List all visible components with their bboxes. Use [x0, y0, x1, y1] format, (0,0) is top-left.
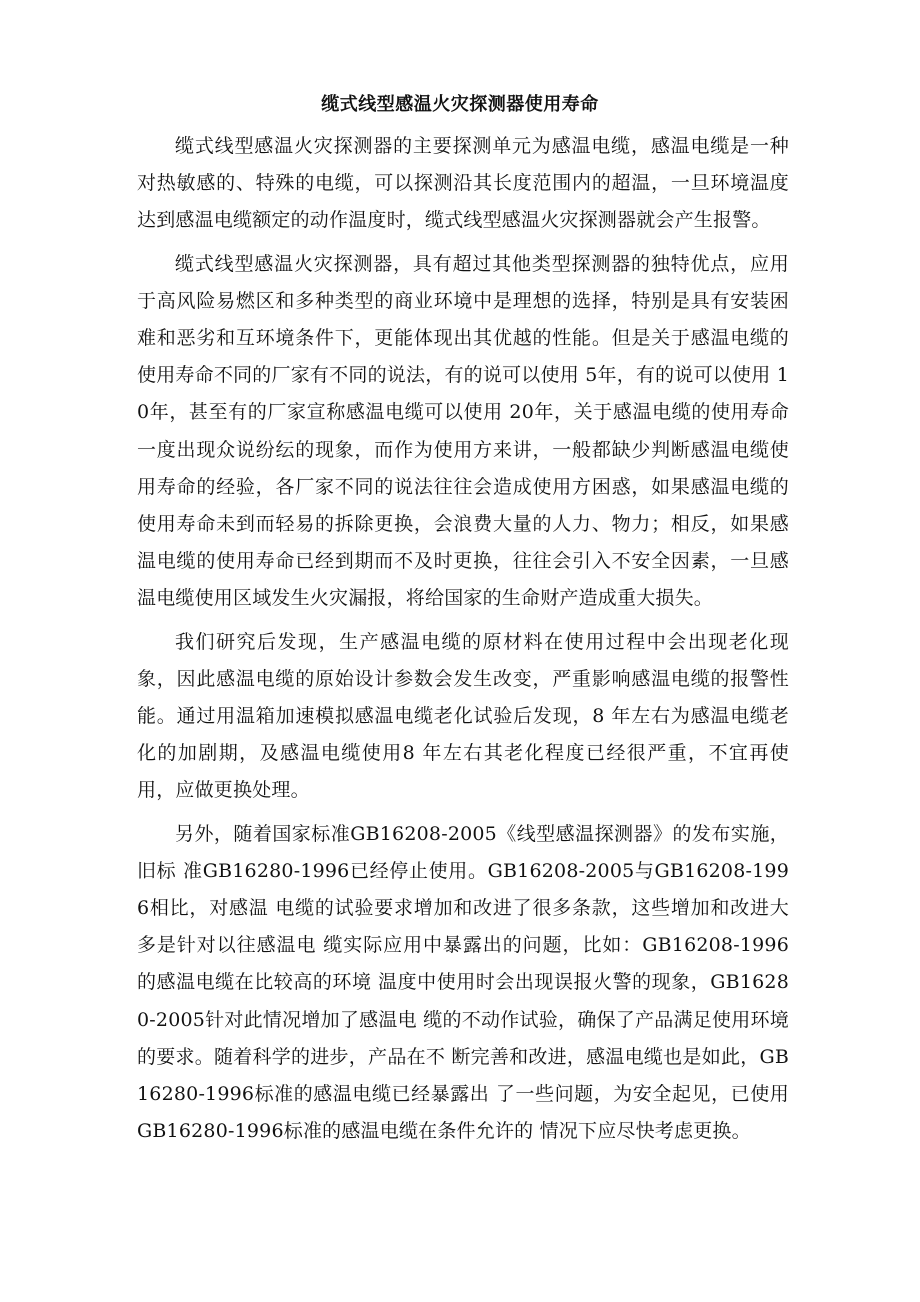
paragraph-4: 另外，随着国家标准GB16208-2005《线型感温探测器》的发布实施，旧标 准GB16280-1996已经停止使用。GB16208-2005与GB16208-1996相比，对感温 电缆的试验要求增加和改进了很多条款，这些增加和改进大多是针对以往感温电 缆实际应用中暴露出的问题，比如：GB16208-1996的感温电缆在比较高的环境 温度中使用时会出现误报火警的现象，GB16280-2005针对此情况增加了感温电 缆的不动作试验，确保了产品满足使用环境的要求。随着科学的进步，产品在不 断完善和改进，感温电缆也是如此，GB16280-1996标准的感温电缆已经暴露出 了一些问题，为安全起见，已使用GB16280-1996标准的感温电缆在条件允许的 情况下应尽快考虑更换。 — [137, 822, 789, 1143]
paragraph-1: 缆式线型感温火灾探测器的主要探测单元为感温电缆，感温电缆是一种对热敏感的、特殊的电缆，可以探测沿其长度范围内的超温，一旦环境温度达到感温电缆额定的动作温度时，缆式线型感温火灾探测器就会产生报警。 — [137, 135, 789, 232]
document-body — [137, 128, 789, 1156]
document-title: 缆式线型感温火灾探测器使用寿命 — [321, 94, 599, 115]
paragraph-2: 缆式线型感温火灾探测器，具有超过其他类型探测器的独特优点，应用于高风险易燃区和多种类型的商业环境中是理想的选择，特别是具有安装困难和恶劣和互环境条件下，更能体现出其优越的性能。但是关于感温电缆的使用寿命不同的厂家有不同的说法，有的说可以使用 5年，有的说可以使用 10年，甚至有的厂家宣称感温电缆可以使用 20年，关于感温电缆的使用寿命一度出现众说纷纭的现象，而作为使用方来讲，一般都缺少判断感温电缆使用寿命的经验，各厂家不同的说法往往会造成使用方困惑，如果感温电缆的使用寿命未到而轻易的拆除更换，会浪费大量的人力、物力；相反，如果感温电缆的使用寿命已经到期而不及时更换，往往会引入不安全因素，一旦感温电缆使用区域发生火灾漏报，将给国家的生命财产造成重大损失。 — [137, 252, 789, 610]
paragraph-3: 我们研究后发现，生产感温电缆的原材料在使用过程中会出现老化现象，因此感温电缆的原始设计参数会发生改变，严重影响感温电缆的报警性能。通过用温箱加速模拟感温电缆老化试验后发现，8 年左右为感温电缆老化的加剧期，及感温电缆使用8 年左右其老化程度已经很严重，不宜再使用，应做更换处理。 — [137, 630, 789, 802]
